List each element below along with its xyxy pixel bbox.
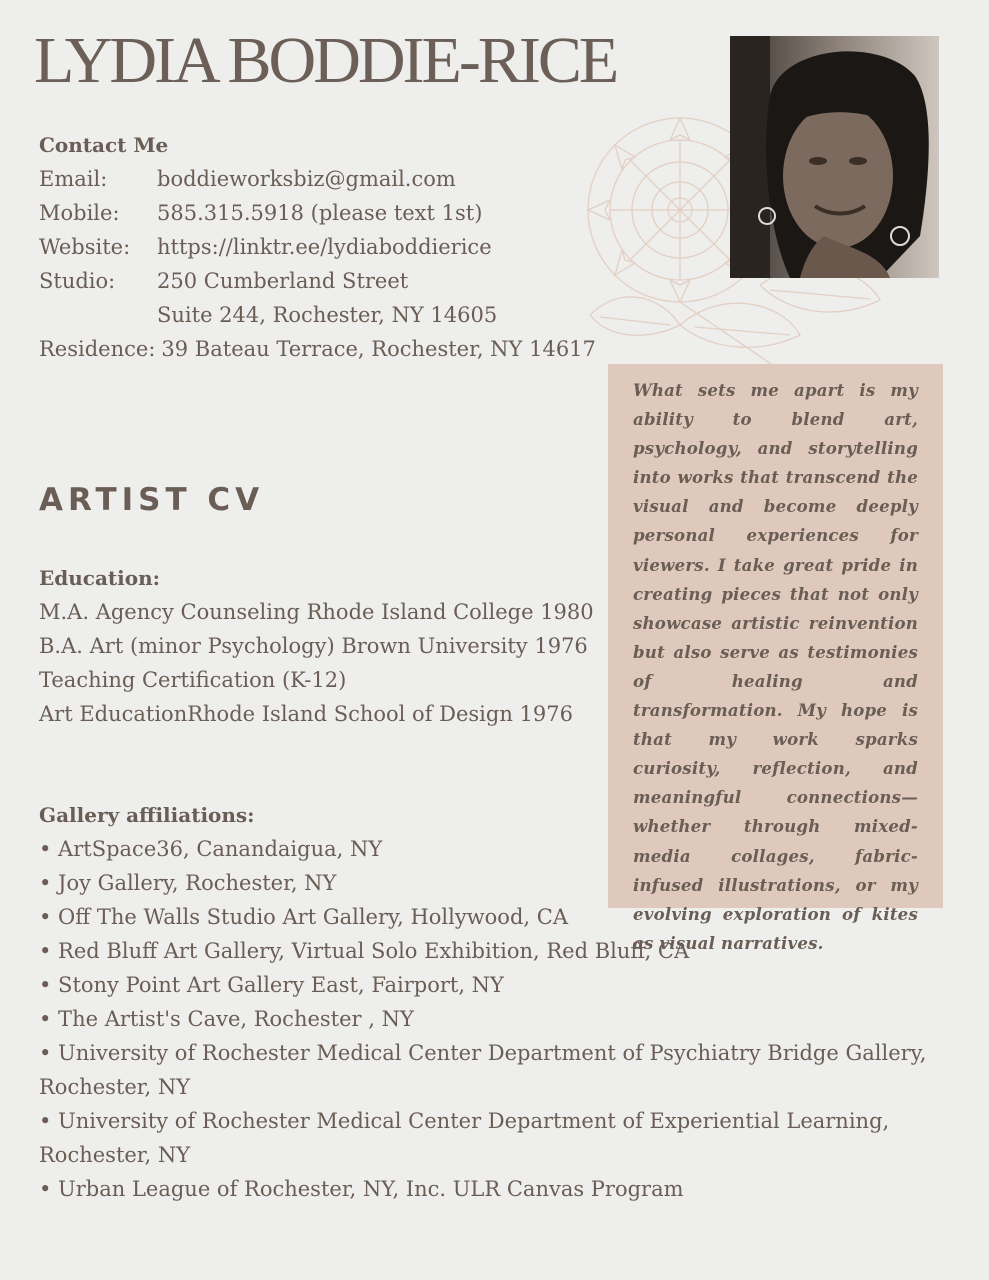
studio-address-line2: Suite 244, Rochester, NY 14605 xyxy=(157,303,498,327)
website-row xyxy=(39,230,599,264)
portrait-photo xyxy=(730,36,939,278)
artist-statement: What sets me apart is my ability to blend art, psychology, and storytelling into works that transcend the visual and become deeply personal experiences for viewers. I take great pride in creating pieces that not only showcase artistic reinvention but also serve as testimonies of healing and transformation. My hope is that my work sparks curiosity, reflection, and meaningful connections—whether through mixed-media collages, fabric-infused illustrations, or my evolving exploration of kites as visual narratives. xyxy=(608,364,943,908)
residence-label: Residence: xyxy=(39,337,156,361)
email-label: Email: xyxy=(39,167,108,191)
education-section xyxy=(39,561,599,731)
cv-title: ARTIST CV xyxy=(39,482,265,518)
education-item: Teaching Certification (K-12) xyxy=(39,668,347,692)
website-link[interactable]: https://linktr.ee/lydiaboddierice xyxy=(157,235,492,259)
studio-row xyxy=(39,264,599,298)
education-item: Art EducationRhode Island School of Design 1976 xyxy=(39,702,573,726)
contact-section xyxy=(39,128,599,366)
education-item: B.A. Art (minor Psychology) Brown University 1976 xyxy=(39,634,588,658)
gallery-item: • University of Rochester Medical Center Department of Experiential Learning, Rochester, NY xyxy=(39,1109,890,1167)
gallery-item: • ArtSpace36, Canandaigua, NY xyxy=(39,837,383,861)
portrait-icon xyxy=(730,36,939,278)
education-item: M.A. Agency Counseling Rhode Island College 1980 xyxy=(39,600,594,624)
contact-heading: Contact Me xyxy=(39,133,169,157)
gallery-section xyxy=(39,798,939,1206)
gallery-item: • The Artist's Cave, Rochester , NY xyxy=(39,1007,414,1031)
gallery-item: • Urban League of Rochester, NY, Inc. ULR Canvas Program xyxy=(39,1177,684,1201)
mobile-row xyxy=(39,196,599,230)
residence-row xyxy=(39,332,599,366)
residence-value: 39 Bateau Terrace, Rochester, NY 14617 xyxy=(161,337,596,361)
gallery-heading: Gallery affiliations: xyxy=(39,803,255,827)
gallery-item: • Off The Walls Studio Art Gallery, Hollywood, CA xyxy=(39,905,568,929)
website-label: Website: xyxy=(39,235,131,259)
email-row xyxy=(39,162,599,196)
gallery-item: • Red Bluff Art Gallery, Virtual Solo Exhibition, Red Bluff, CA xyxy=(39,939,690,963)
email-value[interactable]: boddieworksbiz@gmail.com xyxy=(157,167,456,191)
resume-name: LYDIA BODDIE-RICE xyxy=(34,24,617,97)
education-heading: Education: xyxy=(39,566,161,590)
studio-address-line1: 250 Cumberland Street xyxy=(157,269,409,293)
gallery-item: • Joy Gallery, Rochester, NY xyxy=(39,871,337,895)
studio-label: Studio: xyxy=(39,269,116,293)
gallery-item: • Stony Point Art Gallery East, Fairport, NY xyxy=(39,973,504,997)
mobile-label: Mobile: xyxy=(39,201,120,225)
mobile-value: 585.315.5918 (please text 1st) xyxy=(157,201,483,225)
gallery-item: • University of Rochester Medical Center Department of Psychiatry Bridge Gallery, Rochester, NY xyxy=(39,1041,927,1099)
studio-row-2 xyxy=(39,298,599,332)
